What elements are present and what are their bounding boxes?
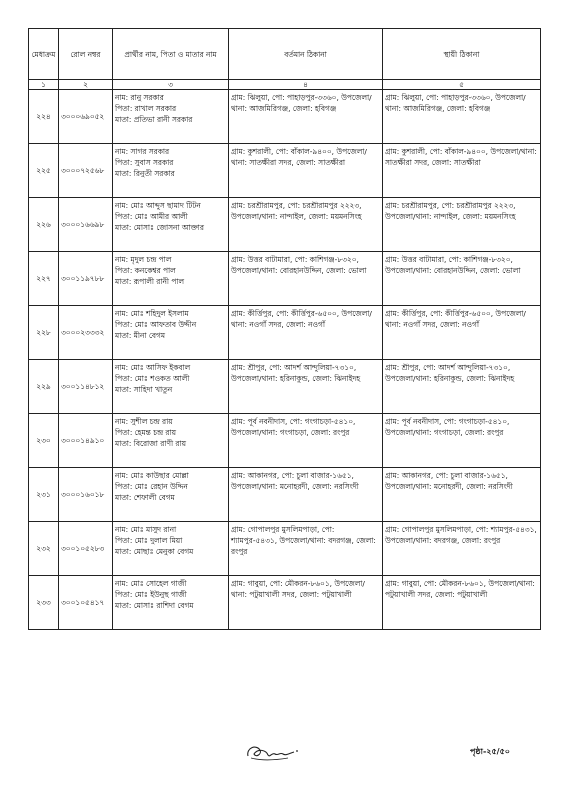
candidate-name-cell (113, 522, 229, 576)
column-number: ৫ (383, 80, 541, 90)
serial-cell: ২২৯ (29, 360, 59, 414)
candidate-name: নাম: মোঃ আব্দুস ছামাদ টিটন (115, 201, 201, 210)
present-address-cell: গ্রাম: কীর্ত্তিপুর, পো: কীর্ত্তিপুর-৬৫০০, উপজেলা/থানা: নওগাঁ সদর, জেলা: নওগাঁ (229, 306, 383, 360)
permanent-address-cell: গ্রাম: গোপালপুর মুসলিমপাড়া, পো: শ্যামপুর-৫৪৩১, উপজেলা/থানা: বদরগঞ্জ, জেলা: রংপুর (383, 522, 541, 576)
father-name: পিতা: মোঃ আফতাব উদ্দীন (115, 320, 197, 329)
mother-name: মাতা: শেফালী বেগম (115, 493, 175, 502)
candidate-name: নাম: মোঃ শহিদুল ইসলাম (115, 309, 189, 318)
present-address-cell: গ্রাম: গোপালপুর মুসলিমপাড়া, পো: শ্যামপুর-৫৪৩১, উপজেলা/থানা: বদরগঞ্জ, জেলা: রংপুর (229, 522, 383, 576)
permanent-address-cell: গ্রাম: চরশ্রীরামপুর, পো: চরশ্রীরামপুর ২২২৩, উপজেলা/থানা: নান্দাইল, জেলা: ময়মনসিংহ (383, 198, 541, 252)
mother-name: মাতা: রিনুতী সরকার (115, 169, 175, 178)
serial-cell: ২২৮ (29, 306, 59, 360)
column-number: ২ (59, 80, 113, 90)
table-row (29, 198, 541, 252)
table-row (29, 144, 541, 198)
permanent-address-cell: গ্রাম: গাবুয়া, পো: মৌকরন-৮৬০১, উপজেলা/থানা: পটুয়াখালী সদর, জেলা: পটুয়াখালী (383, 576, 541, 630)
present-address-cell: গ্রাম: উত্তর বাটামারা, পো: কাশিগঞ্জ-৮৩২০, উপজেলা/থানা: বোরহানউদ্দিন, জেলা: ভোলা (229, 252, 383, 306)
father-name: পিতা: কনকেশ্বর পাল (115, 266, 176, 275)
column-number: ৩ (113, 80, 229, 90)
permanent-address-cell: গ্রাম: আকানগর, পো: চুলা বাজার-১৬৫১, উপজেলা/থানা: মনোহরদী, জেলা: নরসিংদী (383, 468, 541, 522)
permanent-address-cell: গ্রাম: উত্তর বাটামারা, পো: কাশিগঞ্জ-৮৩২০, উপজেলা/থানা: বোরহানউদ্দিন, জেলা: ভোলা (383, 252, 541, 306)
candidate-name: নাম: সাগর সরকার (115, 147, 170, 156)
permanent-address-cell: গ্রাম: ঝিলুয়া, পো: পাহাড়পুর-৩৩৬০, উপজেলা/থানা: আজমিরিগঞ্জ, জেলা: হবিগঞ্জ (383, 90, 541, 144)
column-number: ১ (29, 80, 59, 90)
candidate-name-cell (113, 252, 229, 306)
table-row (29, 306, 541, 360)
mother-name: মাতা: প্রতিভা রানী সরকার (115, 115, 193, 124)
roll-number-cell: ৩০০০১৪৯১০ (59, 414, 113, 468)
father-name: পিতা: মোঃ ইউনুছ গাজী (115, 590, 187, 599)
signature-icon (242, 738, 302, 766)
father-name: পিতা: সুবাস সরকার (115, 158, 174, 167)
table-body (29, 90, 541, 630)
mother-name: মাতা: মোসাঃ রাশিদা বেগম (115, 601, 194, 610)
candidate-table (28, 28, 541, 630)
father-name: পিতা: হেমন্ত চন্দ্র রায় (115, 428, 176, 437)
mother-name: মাতা: মীনা বেগম (115, 331, 165, 340)
present-address-cell: গ্রাম: শ্রীপুর, পো: আদর্শ আন্দুলিয়া-৭৩১০, উপজেলা/থানা: হরিনাকুন্ড, জেলা: ঝিনাইদহ (229, 360, 383, 414)
present-address-cell: গ্রাম: পূর্ব নবনীদাস, পো: গংগাচড়া-৫৪১০, উপজেলা/থানা: গংগাচড়া, জেলা: রংপুর (229, 414, 383, 468)
table-row (29, 522, 541, 576)
table-row (29, 576, 541, 630)
mother-name: মাতা: মোসাঃ জোসনা আক্তার (115, 223, 204, 232)
candidate-name: নাম: মৃদুল চন্দ্র পাল (115, 255, 172, 264)
header-row (29, 29, 541, 80)
roll-number-cell: ৩০০১০৫৪১৭ (59, 576, 113, 630)
page-number: পৃষ্ঠা-২৫/৫০ (470, 747, 510, 756)
header-present-address: বর্তমান ঠিকানা (229, 29, 383, 80)
serial-cell: ২৩৩ (29, 576, 59, 630)
serial-cell: ২৩২ (29, 522, 59, 576)
present-address-cell: গ্রাম: কুশরালী, পো: বাঁকাল-৯৪০০, উপজেলা/থানা: সাতক্ষীরা সদর, জেলা: সাতক্ষীরা (229, 144, 383, 198)
roll-number-cell: ৩০০০১৬০১৮ (59, 468, 113, 522)
roll-number-cell: ৩০০১০৫২৮৩ (59, 522, 113, 576)
candidate-name-cell (113, 360, 229, 414)
permanent-address-cell: গ্রাম: পূর্ব নবনীদাস, পো: গংগাচড়া-৫৪১০, উপজেলা/থানা: গংগাচড়া, জেলা: রংপুর (383, 414, 541, 468)
candidate-name-cell (113, 90, 229, 144)
candidate-name-cell (113, 468, 229, 522)
roll-number-cell: ৩০০০৬৯০৫২ (59, 90, 113, 144)
header-permanent-address: স্থায়ী ঠিকানা (383, 29, 541, 80)
mother-name: মাতা: সাহিদা খাতুন (115, 385, 173, 394)
document (28, 28, 540, 630)
permanent-address-cell: গ্রাম: শ্রীপুর, পো: আদর্শ আন্দুলিয়া-৭৩১০, উপজেলা/থানা: হরিনাকুন্ড, জেলা: ঝিনাইদহ (383, 360, 541, 414)
candidate-name-cell (113, 306, 229, 360)
roll-number-cell: ৩০০০৭২৫৬৮ (59, 144, 113, 198)
table-row (29, 90, 541, 144)
permanent-address-cell: গ্রাম: কুশরালী, পো: বাঁকাল-৯৪০০, উপজেলা/থানা: সাতক্ষীরা সদর, জেলা: সাতক্ষীরা (383, 144, 541, 198)
candidate-name: নাম: রানু সরকার (115, 93, 164, 102)
candidate-name: নাম: মোঃ সোহেল গাজী (115, 579, 187, 588)
serial-cell: ২২৫ (29, 144, 59, 198)
candidate-name: নাম: মোঃ কাউছার মোল্লা (115, 471, 189, 480)
present-address-cell: গ্রাম: গাবুয়া, পো: মৌকরন-৮৬০১, উপজেলা/থানা: পটুয়াখালী সদর, জেলা: পটুয়াখালী (229, 576, 383, 630)
header-roll: রোল নম্বর (59, 29, 113, 80)
father-name: পিতা: মোঃ শওকত আলী (115, 374, 190, 383)
candidate-name: নাম: সুশীল চন্দ্র রায় (115, 417, 173, 426)
mother-name: মাতা: মোছাঃ মেনুকা বেগম (115, 547, 194, 556)
candidate-name: নাম: মোঃ মাসুদ রানা (115, 525, 177, 534)
serial-cell: ২২৬ (29, 198, 59, 252)
father-name: পিতা: রাখাল সরকার (115, 104, 177, 113)
table-row (29, 468, 541, 522)
permanent-address-cell: গ্রাম: কীর্ত্তিপুর, পো: কীর্ত্তিপুর-৬৫০০, উপজেলা/থানা: নওগাঁ সদর, জেলা: নওগাঁ (383, 306, 541, 360)
roll-number-cell: ৩০০১১৪৮১২ (59, 360, 113, 414)
father-name: পিতা: মোঃ দুলাল মিয়া (115, 536, 183, 545)
roll-number-cell: ৩০০১১৯৭৮৮ (59, 252, 113, 306)
father-name: পিতা: মোঃ আমীর আলী (115, 212, 188, 221)
mother-name: মাতা: রূপালী রানী পাল (115, 277, 185, 286)
candidate-name-cell (113, 414, 229, 468)
candidate-name: নাম: মোঃ আসিফ ইকবাল (115, 363, 191, 372)
column-number: ৪ (229, 80, 383, 90)
roll-number-cell: ৩০০০২৩৩৩২ (59, 306, 113, 360)
present-address-cell: গ্রাম: ঝিলুয়া, পো: পাহাড়পুর-৩৩৬০, উপজেলা/থানা: আজমিরিগঞ্জ, জেলা: হবিগঞ্জ (229, 90, 383, 144)
serial-cell: ২২৪ (29, 90, 59, 144)
present-address-cell: গ্রাম: আকানগর, পো: চুলা বাজার-১৬৫১, উপজেলা/থানা: মনোহরদী, জেলা: নরসিংদী (229, 468, 383, 522)
table-row (29, 414, 541, 468)
present-address-cell: গ্রাম: চরশ্রীরামপুর, পো: চরশ্রীরামপুর ২২২৩, উপজেলা/থানা: নান্দাইল, জেলা: ময়মনসিংহ (229, 198, 383, 252)
column-number-row (29, 80, 541, 90)
serial-cell: ২৩১ (29, 468, 59, 522)
serial-cell: ২২৭ (29, 252, 59, 306)
candidate-name-cell (113, 198, 229, 252)
candidate-name-cell (113, 576, 229, 630)
roll-number-cell: ৩০০০১৬৬৯৮ (59, 198, 113, 252)
table-row (29, 360, 541, 414)
mother-name: মাতা: বিরোজা রাণী রায় (115, 439, 186, 448)
father-name: পিতা: মোঃ রেহান উদ্দিন (115, 482, 188, 491)
serial-cell: ২৩০ (29, 414, 59, 468)
header-serial: মেধাক্রম (29, 29, 59, 80)
table-row (29, 252, 541, 306)
candidate-name-cell (113, 144, 229, 198)
header-name: প্রার্থীর নাম, পিতা ও মাতার নাম (113, 29, 229, 80)
